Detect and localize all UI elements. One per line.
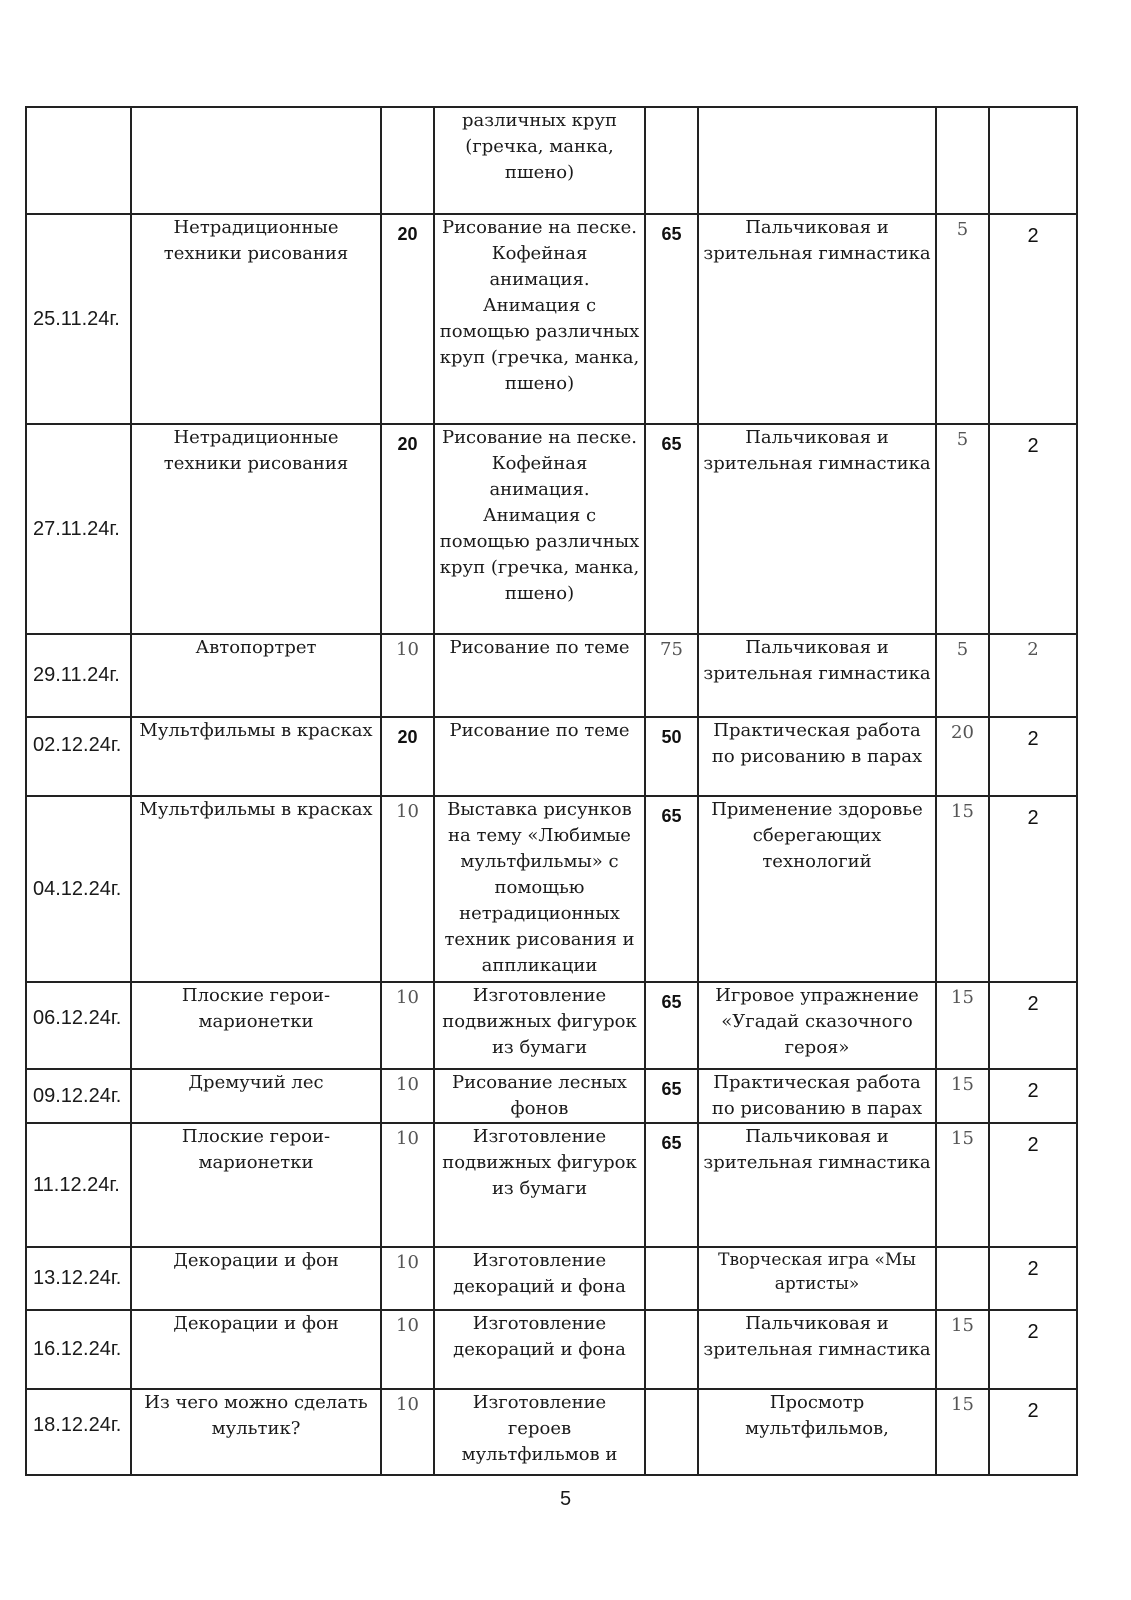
practice-hours-cell: 50 bbox=[645, 717, 698, 796]
table-row bbox=[26, 982, 1077, 1068]
activity-cell: Просмотр мультфильмов, bbox=[698, 1389, 936, 1475]
theory-hours-cell: 20 bbox=[381, 717, 434, 796]
theory-hours-cell: 10 bbox=[381, 1310, 434, 1389]
hours-total-cell: 2 bbox=[989, 1123, 1077, 1247]
theory-hours-cell: 20 bbox=[381, 424, 434, 634]
content-cell: Изготовление подвижных фигурок из бумаги bbox=[434, 982, 645, 1068]
theory-hours-cell: 10 bbox=[381, 1069, 434, 1124]
content-cell: Рисование лесных фонов bbox=[434, 1069, 645, 1124]
theory-hours-cell: 10 bbox=[381, 1389, 434, 1475]
topic-cell: Декорации и фон bbox=[131, 1310, 381, 1389]
content-cell: Изготовление декораций и фона bbox=[434, 1310, 645, 1389]
practice-hours-cell: 65 bbox=[645, 1123, 698, 1247]
hours-total-cell: 2 bbox=[989, 717, 1077, 796]
practice-hours-cell bbox=[645, 1389, 698, 1475]
table-row bbox=[26, 1069, 1077, 1124]
activity-cell: Практическая работа по рисованию в парах bbox=[698, 1069, 936, 1124]
table-row bbox=[26, 1247, 1077, 1310]
date-cell: 16.12.24г. bbox=[26, 1310, 131, 1389]
theory-hours-cell: 10 bbox=[381, 1123, 434, 1247]
theory-hours-cell: 10 bbox=[381, 634, 434, 717]
date-cell: 13.12.24г. bbox=[26, 1247, 131, 1310]
date-cell: 25.11.24г. bbox=[26, 214, 131, 424]
content-cell: Выставка рисунков на тему «Любимые мультфильмы» с помощью нетрадиционных техник рисования и аппликации bbox=[434, 796, 645, 982]
date-cell: 18.12.24г. bbox=[26, 1389, 131, 1475]
topic-cell: Нетрадиционные техники рисования bbox=[131, 214, 381, 424]
activity-cell: Пальчиковая и зрительная гимнастика bbox=[698, 424, 936, 634]
page-number: 5 bbox=[559, 1488, 572, 1510]
hours-total-cell: 2 bbox=[989, 214, 1077, 424]
health-minutes-cell: 5 bbox=[936, 214, 989, 424]
health-minutes-cell bbox=[936, 1247, 989, 1310]
health-minutes-cell: 15 bbox=[936, 1123, 989, 1247]
topic-cell: Плоские герои-марионетки bbox=[131, 1123, 381, 1247]
health-minutes-cell: 15 bbox=[936, 982, 989, 1068]
table-row bbox=[26, 1310, 1077, 1389]
practice-hours-cell: 65 bbox=[645, 1069, 698, 1124]
activity-cell: Творческая игра «Мы артисты» bbox=[698, 1247, 936, 1310]
table-row bbox=[26, 717, 1077, 796]
schedule-body bbox=[26, 107, 1077, 1475]
content-cell: Рисование на песке. Кофейная анимация. Анимация с помощью различных круп (гречка, манка, пшено) bbox=[434, 424, 645, 634]
topic-cell: Декорации и фон bbox=[131, 1247, 381, 1310]
health-minutes-cell: 15 bbox=[936, 1069, 989, 1124]
hours-total-cell: 2 bbox=[989, 1389, 1077, 1475]
hours-total-cell bbox=[989, 107, 1077, 214]
content-cell: различных круп (гречка, манка, пшено) bbox=[434, 107, 645, 214]
health-minutes-cell: 20 bbox=[936, 717, 989, 796]
topic-cell: Автопортрет bbox=[131, 634, 381, 717]
theory-hours-cell: 10 bbox=[381, 1247, 434, 1310]
theory-hours-cell: 10 bbox=[381, 982, 434, 1068]
activity-cell: Применение здоровье сберегающих технологий bbox=[698, 796, 936, 982]
content-cell: Изготовление героев мультфильмов и bbox=[434, 1389, 645, 1475]
health-minutes-cell: 15 bbox=[936, 796, 989, 982]
content-cell: Изготовление подвижных фигурок из бумаги bbox=[434, 1123, 645, 1247]
practice-hours-cell: 65 bbox=[645, 424, 698, 634]
table-row bbox=[26, 1389, 1077, 1475]
health-minutes-cell bbox=[936, 107, 989, 214]
practice-hours-cell bbox=[645, 1310, 698, 1389]
health-minutes-cell: 15 bbox=[936, 1310, 989, 1389]
hours-total-cell: 2 bbox=[989, 634, 1077, 717]
schedule-table bbox=[25, 106, 1078, 1476]
content-cell: Рисование по теме bbox=[434, 717, 645, 796]
topic-cell: Плоские герои-марионетки bbox=[131, 982, 381, 1068]
table-row bbox=[26, 1123, 1077, 1247]
practice-hours-cell: 65 bbox=[645, 796, 698, 982]
hours-total-cell: 2 bbox=[989, 982, 1077, 1068]
date-cell: 06.12.24г. bbox=[26, 982, 131, 1068]
activity-cell: Пальчиковая и зрительная гимнастика bbox=[698, 214, 936, 424]
topic-cell: Дремучий лес bbox=[131, 1069, 381, 1124]
activity-cell: Пальчиковая и зрительная гимнастика bbox=[698, 1310, 936, 1389]
hours-total-cell: 2 bbox=[989, 1310, 1077, 1389]
activity-cell: Пальчиковая и зрительная гимнастика bbox=[698, 634, 936, 717]
health-minutes-cell: 15 bbox=[936, 1389, 989, 1475]
theory-hours-cell: 10 bbox=[381, 796, 434, 982]
theory-hours-cell bbox=[381, 107, 434, 214]
table-row bbox=[26, 424, 1077, 634]
activity-cell: Практическая работа по рисованию в парах bbox=[698, 717, 936, 796]
content-cell: Изготовление декораций и фона bbox=[434, 1247, 645, 1310]
hours-total-cell: 2 bbox=[989, 1069, 1077, 1124]
date-cell bbox=[26, 107, 131, 214]
table-row bbox=[26, 214, 1077, 424]
date-cell: 02.12.24г. bbox=[26, 717, 131, 796]
activity-cell: Игровое упражнение «Угадай сказочного героя» bbox=[698, 982, 936, 1068]
date-cell: 27.11.24г. bbox=[26, 424, 131, 634]
theory-hours-cell: 20 bbox=[381, 214, 434, 424]
content-cell: Рисование на песке. Кофейная анимация. Анимация с помощью различных круп (гречка, манка, пшено) bbox=[434, 214, 645, 424]
date-cell: 11.12.24г. bbox=[26, 1123, 131, 1247]
topic-cell bbox=[131, 107, 381, 214]
date-cell: 04.12.24г. bbox=[26, 796, 131, 982]
table-row bbox=[26, 107, 1077, 214]
practice-hours-cell: 65 bbox=[645, 982, 698, 1068]
topic-cell: Мультфильмы в красках bbox=[131, 717, 381, 796]
activity-cell bbox=[698, 107, 936, 214]
practice-hours-cell bbox=[645, 107, 698, 214]
hours-total-cell: 2 bbox=[989, 1247, 1077, 1310]
topic-cell: Мультфильмы в красках bbox=[131, 796, 381, 982]
topic-cell: Из чего можно сделать мультик? bbox=[131, 1389, 381, 1475]
date-cell: 29.11.24г. bbox=[26, 634, 131, 717]
hours-total-cell: 2 bbox=[989, 796, 1077, 982]
health-minutes-cell: 5 bbox=[936, 634, 989, 717]
health-minutes-cell: 5 bbox=[936, 424, 989, 634]
hours-total-cell: 2 bbox=[989, 424, 1077, 634]
practice-hours-cell bbox=[645, 1247, 698, 1310]
practice-hours-cell: 75 bbox=[645, 634, 698, 717]
practice-hours-cell: 65 bbox=[645, 214, 698, 424]
activity-cell: Пальчиковая и зрительная гимнастика bbox=[698, 1123, 936, 1247]
content-cell: Рисование по теме bbox=[434, 634, 645, 717]
topic-cell: Нетрадиционные техники рисования bbox=[131, 424, 381, 634]
date-cell: 09.12.24г. bbox=[26, 1069, 131, 1124]
table-row bbox=[26, 634, 1077, 717]
table-row bbox=[26, 796, 1077, 982]
